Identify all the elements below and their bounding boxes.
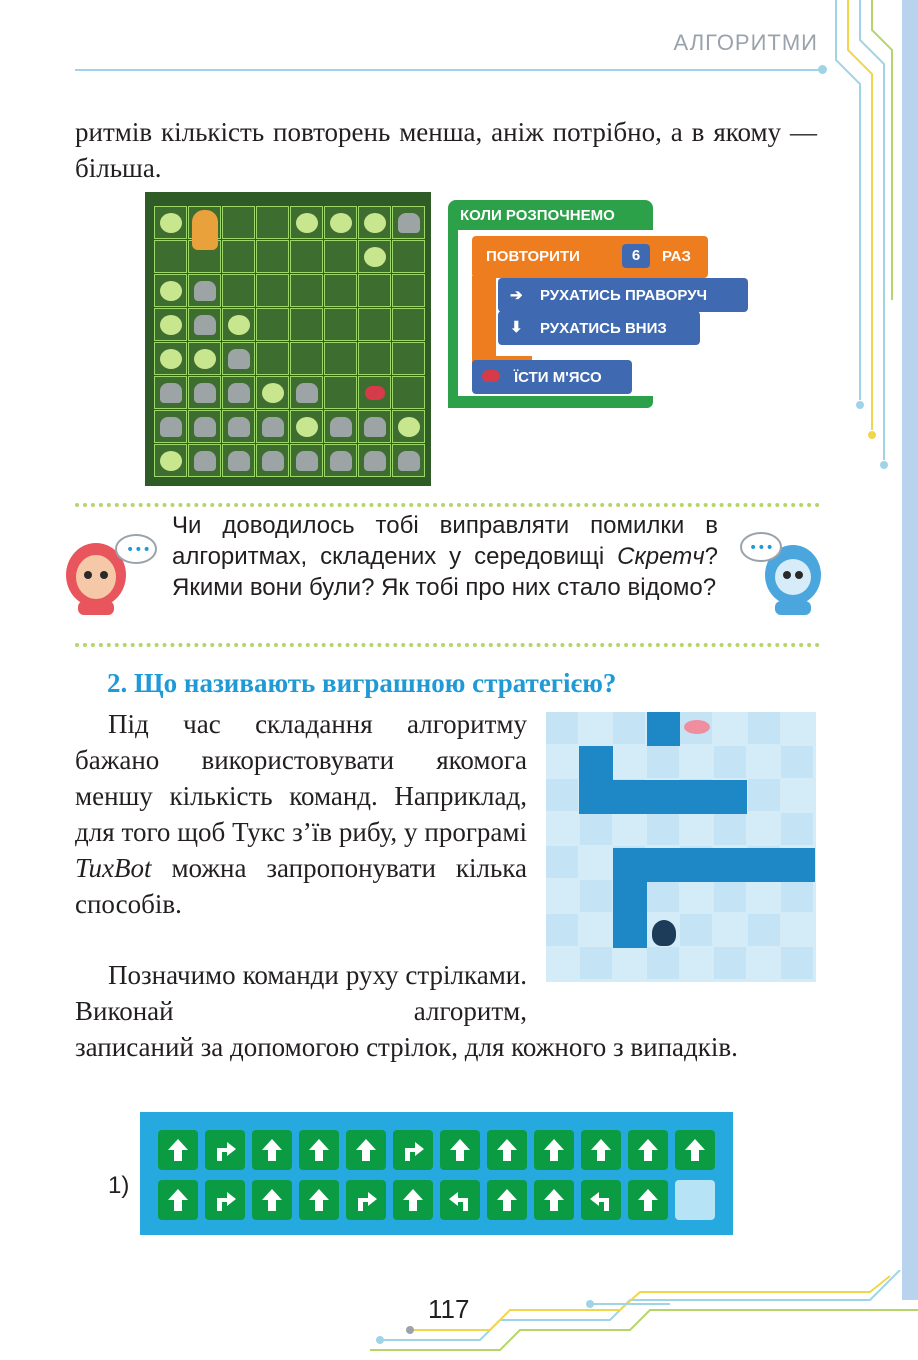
up-arrow-icon <box>487 1130 527 1170</box>
grid-cell <box>392 308 425 341</box>
empty-slot <box>675 1180 715 1220</box>
grid-cell <box>222 240 255 273</box>
header-rule <box>75 69 820 71</box>
grid-cell <box>324 376 357 409</box>
grid-cell <box>392 206 425 239</box>
grid-cell <box>324 308 357 341</box>
bush-icon <box>364 213 386 233</box>
grid-cell <box>154 410 187 443</box>
grid-cell <box>256 376 289 409</box>
rock-icon <box>262 417 284 437</box>
grid-cell <box>324 444 357 477</box>
rock-icon <box>228 451 250 471</box>
up-arrow-icon <box>158 1180 198 1220</box>
turn-right-arrow-icon <box>205 1130 245 1170</box>
grid-cell <box>358 274 391 307</box>
rock-icon <box>228 349 250 369</box>
grid-cell <box>392 240 425 273</box>
repeat-block <box>472 236 708 278</box>
intro-paragraph: ритмів кількість повторень менша, аніж потрібно, а в якому — більша. <box>75 117 817 183</box>
grid-cell <box>392 444 425 477</box>
robot-character-icon <box>735 525 835 615</box>
arrow-command-panel <box>140 1112 733 1235</box>
up-arrow-icon <box>252 1130 292 1170</box>
bush-icon <box>160 281 182 301</box>
up-arrow-icon <box>487 1180 527 1220</box>
bush-icon <box>160 213 182 233</box>
tux-grid-cell <box>580 880 612 912</box>
grid-cell <box>154 444 187 477</box>
bush-icon <box>330 213 352 233</box>
up-arrow-icon <box>628 1130 668 1170</box>
tux-grid-cell <box>546 779 578 811</box>
meat-icon <box>365 386 385 400</box>
grid-cell <box>290 308 323 341</box>
question-text <box>172 510 718 603</box>
grid-cell <box>256 206 289 239</box>
grid-cell <box>154 206 187 239</box>
wall-segment <box>579 780 747 814</box>
grid-cell <box>188 308 221 341</box>
tux-grid-cell <box>580 813 612 845</box>
rock-icon <box>398 451 420 471</box>
body-p1-start: Під час складання алгоритму бажано використовувати якомога меншу кількість команд. Наприклад, для того щоб Тукс з’їв рибу, у програмі <box>75 709 527 847</box>
eat-meat-label: ЇСТИ М'ЯСО <box>514 369 602 386</box>
tux-grid-cell <box>647 947 679 979</box>
grid-cell <box>256 308 289 341</box>
rock-icon <box>330 451 352 471</box>
tux-grid-cell <box>714 813 746 845</box>
tuxbot-name: TuxBot <box>75 853 152 883</box>
tux-grid-cell <box>781 813 813 845</box>
bush-icon <box>296 213 318 233</box>
grid-cell <box>256 240 289 273</box>
rock-icon <box>296 383 318 403</box>
rock-icon <box>296 451 318 471</box>
rock-icon <box>228 383 250 403</box>
svg-text:•••: ••• <box>749 540 774 556</box>
rock-icon <box>364 417 386 437</box>
grid-cell <box>154 308 187 341</box>
cat-character-icon <box>192 210 218 250</box>
page-number: 117 <box>428 1294 470 1324</box>
hat-footer <box>448 396 653 408</box>
rock-icon <box>228 417 250 437</box>
bush-icon <box>364 247 386 267</box>
grid-cell <box>256 342 289 375</box>
grid-cell <box>290 274 323 307</box>
body-paragraph-1 <box>75 706 527 922</box>
tux-grid-cell <box>781 746 813 778</box>
grid-cell <box>358 206 391 239</box>
rock-icon <box>160 417 182 437</box>
turn-left-arrow-icon <box>581 1180 621 1220</box>
grid-cell <box>222 274 255 307</box>
up-arrow-icon <box>534 1130 574 1170</box>
up-arrow-icon <box>675 1130 715 1170</box>
tux-grid-cell <box>781 880 813 912</box>
grid-cell <box>188 410 221 443</box>
tuxbot-grid-illustration <box>546 712 816 982</box>
eat-meat-block <box>472 360 632 394</box>
turn-right-arrow-icon <box>205 1180 245 1220</box>
question-part-2: ? Якими вони були? Як тобі про них стало відомо? <box>172 543 718 601</box>
grid-cell <box>222 206 255 239</box>
grid-cell <box>256 274 289 307</box>
grid-cell <box>256 444 289 477</box>
hat-body <box>448 228 458 408</box>
bush-icon <box>160 349 182 369</box>
tux-grid-cell <box>781 947 813 979</box>
bush-icon <box>228 315 250 335</box>
svg-text:•••: ••• <box>126 542 151 558</box>
bush-icon <box>296 417 318 437</box>
turn-right-arrow-icon <box>393 1130 433 1170</box>
grid-cell <box>222 308 255 341</box>
tux-grid-cell <box>580 947 612 979</box>
question-italic: Скретч <box>617 543 705 570</box>
rock-icon <box>194 315 216 335</box>
tux-grid-cell <box>647 813 679 845</box>
tux-grid-cell <box>546 914 578 946</box>
grid-cell <box>290 342 323 375</box>
grid-cell <box>392 274 425 307</box>
grid-cell <box>188 274 221 307</box>
grid-cell <box>392 342 425 375</box>
tux-grid-cell <box>546 846 578 878</box>
tux-grid-cell <box>748 914 780 946</box>
grid-cell <box>324 206 357 239</box>
grid-cell <box>290 410 323 443</box>
turn-right-arrow-icon <box>346 1180 386 1220</box>
grid-cell <box>188 376 221 409</box>
grid-cell <box>358 444 391 477</box>
bush-icon <box>160 451 182 471</box>
up-arrow-icon <box>299 1180 339 1220</box>
dotted-rule-top <box>75 503 820 507</box>
grid-cell <box>222 376 255 409</box>
rock-icon <box>194 417 216 437</box>
up-arrow-icon <box>534 1180 574 1220</box>
turn-left-arrow-icon <box>440 1180 480 1220</box>
game-grid-illustration <box>145 192 431 486</box>
rock-icon <box>398 213 420 233</box>
body-paragraph-2-column: Позначимо команди руху стрілками. Виконай алгоритм, <box>75 960 527 1026</box>
bush-icon <box>194 349 216 369</box>
rock-icon <box>160 383 182 403</box>
down-arrow-icon: ⬇ <box>510 319 523 336</box>
body-paragraph-2-full: записаний за допомогою стрілок, для кожного з випадків. <box>75 1032 738 1062</box>
question-part-1: Чи доводилось тобі виправляти помилки в алгоритмах, складених у середовищі <box>172 512 718 570</box>
tux-grid-cell <box>748 712 780 744</box>
fish-icon <box>684 720 710 734</box>
rock-icon <box>262 451 284 471</box>
times-label: РАЗ <box>662 248 691 265</box>
up-arrow-icon <box>440 1130 480 1170</box>
grid-cell <box>188 342 221 375</box>
wall-segment <box>647 712 680 746</box>
bush-icon <box>398 417 420 437</box>
up-arrow-icon <box>252 1180 292 1220</box>
grid-cell <box>324 274 357 307</box>
grid-cell <box>188 444 221 477</box>
rock-icon <box>330 417 352 437</box>
grid-cell <box>154 376 187 409</box>
grid-cell <box>222 444 255 477</box>
grid-cell <box>256 410 289 443</box>
move-right-label: РУХАТИСЬ ПРАВОРУЧ <box>540 287 708 304</box>
tux-grid-cell <box>714 746 746 778</box>
circuit-decoration-bottom <box>370 1270 918 1360</box>
rock-icon <box>364 451 386 471</box>
up-arrow-icon <box>393 1180 433 1220</box>
meat-icon <box>482 370 500 382</box>
bush-icon <box>160 315 182 335</box>
grid-cell <box>154 342 187 375</box>
when-start-label: КОЛИ РОЗПОЧНЕМО <box>460 207 615 224</box>
grid-cell <box>290 376 323 409</box>
wall-segment <box>613 848 815 882</box>
up-arrow-icon <box>346 1130 386 1170</box>
move-down-label: РУХАТИСЬ ВНИЗ <box>540 320 667 337</box>
repeat-count: 6 <box>622 244 650 268</box>
rock-icon <box>194 451 216 471</box>
scratch-program <box>448 200 708 410</box>
section-heading: 2. Що називають виграшною стратегією? <box>107 668 617 698</box>
tux-grid-cell <box>714 880 746 912</box>
side-stripe <box>902 0 918 1300</box>
up-arrow-icon <box>158 1130 198 1170</box>
repeat-arm <box>472 276 496 364</box>
dotted-rule-bottom <box>75 643 820 647</box>
grid-cell <box>358 410 391 443</box>
body-p1-end: можна запропонувати кілька способів. <box>75 853 527 919</box>
repeat-label: ПОВТОРИТИ <box>486 248 580 265</box>
circuit-decoration-top <box>826 0 902 480</box>
grid-cell <box>358 308 391 341</box>
right-arrow-icon: ➔ <box>510 287 523 304</box>
grid-cell <box>324 342 357 375</box>
penguin-tux-icon <box>652 920 676 946</box>
grid-cell <box>324 410 357 443</box>
tux-grid-cell <box>647 880 679 912</box>
up-arrow-icon <box>299 1130 339 1170</box>
section-title: АЛГОРИТМИ <box>673 30 818 55</box>
when-start-block <box>448 200 653 230</box>
wall-segment <box>613 882 647 948</box>
case-label: 1) <box>108 1172 130 1199</box>
grid-cell <box>290 240 323 273</box>
up-arrow-icon <box>581 1130 621 1170</box>
grid-cell <box>222 342 255 375</box>
bush-icon <box>262 383 284 403</box>
grid-cell <box>290 444 323 477</box>
tux-grid-cell <box>647 746 679 778</box>
move-right-block <box>498 278 748 312</box>
grid-cell <box>290 206 323 239</box>
grid-cell <box>358 342 391 375</box>
girl-character-icon <box>48 525 158 615</box>
grid-cell <box>358 240 391 273</box>
rock-icon <box>194 281 216 301</box>
rock-icon <box>194 383 216 403</box>
move-down-block <box>498 311 700 345</box>
grid-cell <box>392 376 425 409</box>
grid-cell <box>324 240 357 273</box>
tux-grid-cell <box>613 712 645 744</box>
up-arrow-icon <box>628 1180 668 1220</box>
grid-cell <box>154 274 187 307</box>
grid-cell <box>222 410 255 443</box>
grid-cell <box>392 410 425 443</box>
tux-grid-cell <box>546 712 578 744</box>
tux-grid-cell <box>714 947 746 979</box>
grid-cell <box>154 240 187 273</box>
grid-cell <box>358 376 391 409</box>
tux-grid-cell <box>748 779 780 811</box>
tux-grid-cell <box>680 914 712 946</box>
